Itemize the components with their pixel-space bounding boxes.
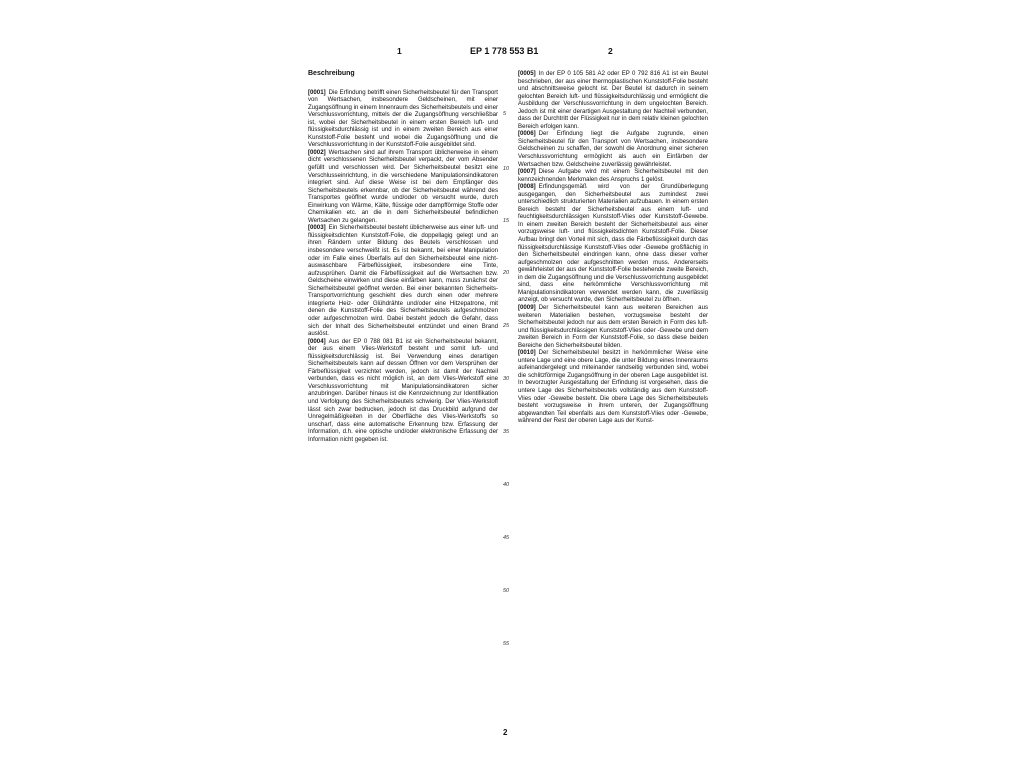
paragraph bbox=[518, 168, 708, 183]
paragraph bbox=[518, 130, 708, 168]
paragraph bbox=[518, 70, 708, 130]
line-number: 40 bbox=[503, 482, 510, 488]
paragraph-number: [0010] bbox=[518, 349, 536, 357]
line-number: 45 bbox=[503, 535, 510, 541]
line-number: 50 bbox=[503, 588, 510, 594]
line-number: 10 bbox=[503, 166, 510, 172]
paragraph-text: Wertsachen sind auf ihrem Transport üblicherweise in einem dicht verschlossenen Sicherheitsbeutel verpackt, der vom Absender gefüllt und verschlossen wird. Der Sicherheitsbeutel besitzt eine Verschlusseinrichtung, in die verschiedene Manipulationsindikatoren integriert sind. Auf diese Weise ist bei dem Empfänger des Sicherheitsbeutels erkennbar, ob der Sicherheitsbeutel während des Transportes geöffnet wurde und/oder ob versucht wurde, durch Einwirkung von Wärme, Kälte, flüssige oder dampfförmige Stoffe oder Chemikalien etc. an die in dem Sicherheitsbeutel befindlichen Wertsachen zu gelangen. bbox=[308, 148, 498, 224]
left-column bbox=[308, 70, 498, 443]
line-number: 25 bbox=[503, 323, 510, 329]
right-column bbox=[518, 70, 708, 425]
paragraph-number: [0009] bbox=[518, 303, 536, 311]
line-number: 30 bbox=[503, 376, 510, 382]
right-page-number: 2 bbox=[608, 46, 613, 56]
paragraph-number: [0006] bbox=[518, 130, 536, 138]
paragraph bbox=[308, 224, 498, 337]
paragraph-text: Aus der EP 0 788 081 B1 ist ein Sicherheitsbeutel bekannt, der aus einem Vlies-Werkstoff besteht und somit luft- und flüssigkeitsdurchlässig ist. Bei Verwendung eines derartigen Sicherheitsbeutels kann auf dessen Öffnen vor dem Versprühen der Färbeflüssigkeit verzichtet werden, jedoch ist damit der Nachteil verbunden, dass es nicht möglich ist, an dem Vlies-Werkstoff eine Verschlussvorrichtung mit Manipulationsindikatoren sicher anzubringen. Darüber hinaus ist die Kennzeichnung zur Identifikation und Verfolgung des Sicherheitsbeutels schwierig. Der Vlies-Werkstoff lässt sich zwar bedrucken, jedoch ist das Druckbild aufgrund der Unregelmäßigkeiten in der Oberfläche des Vlies-Werkstoffs so unscharf, dass eine automatische Erkennung bzw. Erfassung der Information, d.h. eine optische und/oder elektronische Erfassung der Information nicht gegeben ist. bbox=[308, 337, 498, 443]
footer-page-number: 2 bbox=[503, 728, 508, 737]
paragraph-text: Der Sicherheitsbeutel kann aus weiteren Bereichen aus weiteren Materialien bestehen, vorzugsweise besteht der Sicherheitsbeutel jedoch nur aus dem ersten Bereich in Form des luft- und flüssigkeitsdurchlässigen Kunststoff-Vlies oder -Gewebe und dem zweiten Bereich in Form der Kunststoff-Folie, so dass diese beiden Bereiche den Sicherheitsbeutel bilden. bbox=[518, 303, 708, 349]
line-number: 55 bbox=[503, 641, 510, 647]
paragraph bbox=[518, 304, 708, 349]
paragraph-text: Der Erfindung liegt die Aufgabe zugrunde, einen Sicherheitsbeutel für den Transport von Wertsachen, insbesondere Geldscheinen zu schaffen, der sowohl die Anordnung einer sicheren Verschlussvorrichtung ermöglicht als auch ein Einfärben der Wertsachen bzw. Geldscheine zuverlässig gewährleistet. bbox=[518, 130, 708, 168]
paragraph bbox=[308, 89, 498, 149]
line-number: 5 bbox=[503, 111, 507, 117]
paragraph-number: [0005] bbox=[518, 70, 536, 77]
paragraph-text: Die Erfindung betrifft einen Sicherheitsbeutel für den Transport von Wertsachen, insbesondere Geldscheinen, mit einer Zugangsöffnung in einem Innenraum des Sicherheitsbeutels und einer Verschlussvorrichtung, mittels der die Zugangsöffnung verschließbar ist, wobei der Sicherheitsbeutel in einem ersten Bereich luft- und flüssigkeitsdurchlässig ist und in einem zweiten Bereich aus einer Kunststoff-Folie besteht und wobei die Zugangsöffnung und die Verschlussvorrichtung in der Kunststoff-Folie ausgebildet sind. bbox=[308, 88, 498, 149]
line-number: 35 bbox=[503, 429, 510, 435]
line-number: 15 bbox=[503, 218, 510, 224]
paragraph-number: [0003] bbox=[308, 224, 326, 232]
paragraph bbox=[308, 338, 498, 444]
paragraph bbox=[308, 149, 498, 224]
left-page-number: 1 bbox=[397, 46, 402, 56]
paragraph-number: [0004] bbox=[308, 337, 326, 345]
paragraph-number: [0002] bbox=[308, 148, 326, 156]
paragraph-text: In der EP 0 105 581 A2 oder EP 0 792 816 A1 ist ein Beutel beschrieben, der aus einer thermoplastischen Kunststoff-Folie besteht und abschnittsweise gelocht ist. Der Beutel ist dadurch in seinem gelochten Bereich luft- und flüssigkeitsdurchlässig und ermöglicht die Ausbildung der Verschlussvorrichtung in dem ungelochten Bereich. Jedoch ist mit einer derartigen Ausgestaltung der Nachteil verbunden, dass der Durchtritt der Flüssigkeit nur in dem relativ kleinen gelochten Bereich erfolgen kann. bbox=[518, 70, 708, 130]
paragraph-number: [0008] bbox=[518, 183, 536, 191]
line-number: 20 bbox=[503, 270, 510, 276]
paragraph-text: Der Sicherheitsbeutel besitzt in herkömmlicher Weise eine untere Lage und eine obere Lage, die unter Bildung eines Innenraums aufeinandergelegt und miteinander randseitig verbunden sind, wobei die schlitzförmige Zugangsöffnung in der oberen Lage ausgebildet ist. In bevorzugter Ausgestaltung der Erfindung ist vorgesehen, dass die untere Lage des Sicherheitsbeutels vollständig aus dem Kunststoff-Vlies oder -Gewebe besteht. Die obere Lage des Sicherheitsbeutels besteht vorzugsweise in ihrem unteren, der Zugangsöffnung abgewandten Teil ebenfalls aus dem Kunststoff-Vlies oder -Gewebe, während der Rest der oberen Lage aus der Kunst- bbox=[518, 349, 708, 425]
document-number: EP 1 778 553 B1 bbox=[470, 46, 539, 56]
paragraph bbox=[518, 349, 708, 424]
section-title: Beschreibung bbox=[308, 70, 355, 77]
paragraph-text: Erfindungsgemäß wird von der Grundüberlegung ausgegangen, den Sicherheitsbeutel aus zumindest zwei unterschiedlich strukturierten Materialien aufzubauen. In einem ersten Bereich besteht der Sicherheitsbeutel aus einem luft- und feuchtigkeitsdurchlässigen Kunststoff-Vlies oder Kunststoff-Gewebe. In einem zweiten Bereich besteht der Sicherheitsbeutel aus einer vorzugsweise luft- und flüssigkeitsdichten Kunststoff-Folie. Dieser Aufbau bringt den Vorteil mit sich, dass die Färbeflüssigkeit durch das flüssigkeitsdurchlässige Kunststoff-Vlies oder -Gewebe großflächig in den Sicherheitsbeutel eindringen kann, ohne dass dieser vorher aufgeschmolzen oder aufgeschnitten werden muss. Andererseits gewährleistet der aus der Kunststoff-Folie bestehende zweite Bereich, in dem die Zugangsöffnung und die Verschlussvorrichtung ausgebildet sind, dass eine herkömmliche Verschlussvorrichtung mit Manipulationsindikatoren verwendet werden kann, die zuverlässig anzeigt, ob versucht wurde, den Sicherheitsbeutel zu öffnen. bbox=[518, 183, 708, 304]
paragraph-number: [0001] bbox=[308, 88, 326, 96]
paragraph bbox=[518, 183, 708, 304]
paragraph-number: [0007] bbox=[518, 168, 536, 176]
paragraph-text: Diese Aufgabe wird mit einem Sicherheitsbeutel mit den kennzeichnenden Merkmalen des Anspruchs 1 gelöst. bbox=[518, 168, 708, 183]
paragraph-text: Ein Sicherheitsbeutel besteht üblicherweise aus einer luft- und flüssigkeitsdichten Kunststoff-Folie, die doppellagig gelegt und an ihren Rändern unter Bildung des Beutels verschlossen und insbesondere verschweißt ist. Es ist bekannt, bei einer Manipulation oder im Falle eines Überfalls auf den Sicherheitsbeutel eine nicht-auswaschbare Färbeflüssigkeit, insbesondere eine Tinte, aufzusprühen. Damit die Färbeflüssigkeit auf die Wertsachen bzw. Geldscheine einwirken und diese einfärben kann, muss zunächst der Sicherheitsbeutel geöffnet werden. Bei einer bekannten Sicherheits-Transportvorrichtung geschieht dies durch einen oder mehrere integrierte Heiz- oder Glühdrähte und/oder eine Hitzepatrone, mit denen die Kunststoff-Folie des Sicherheitsbeutels aufgeschmolzen oder aufgeschmolzen wird. Dabei besteht jedoch die Gefahr, dass sich der Inhalt des Sicherheitsbeutel entzündet und einen Brand auslöst. bbox=[308, 224, 498, 338]
